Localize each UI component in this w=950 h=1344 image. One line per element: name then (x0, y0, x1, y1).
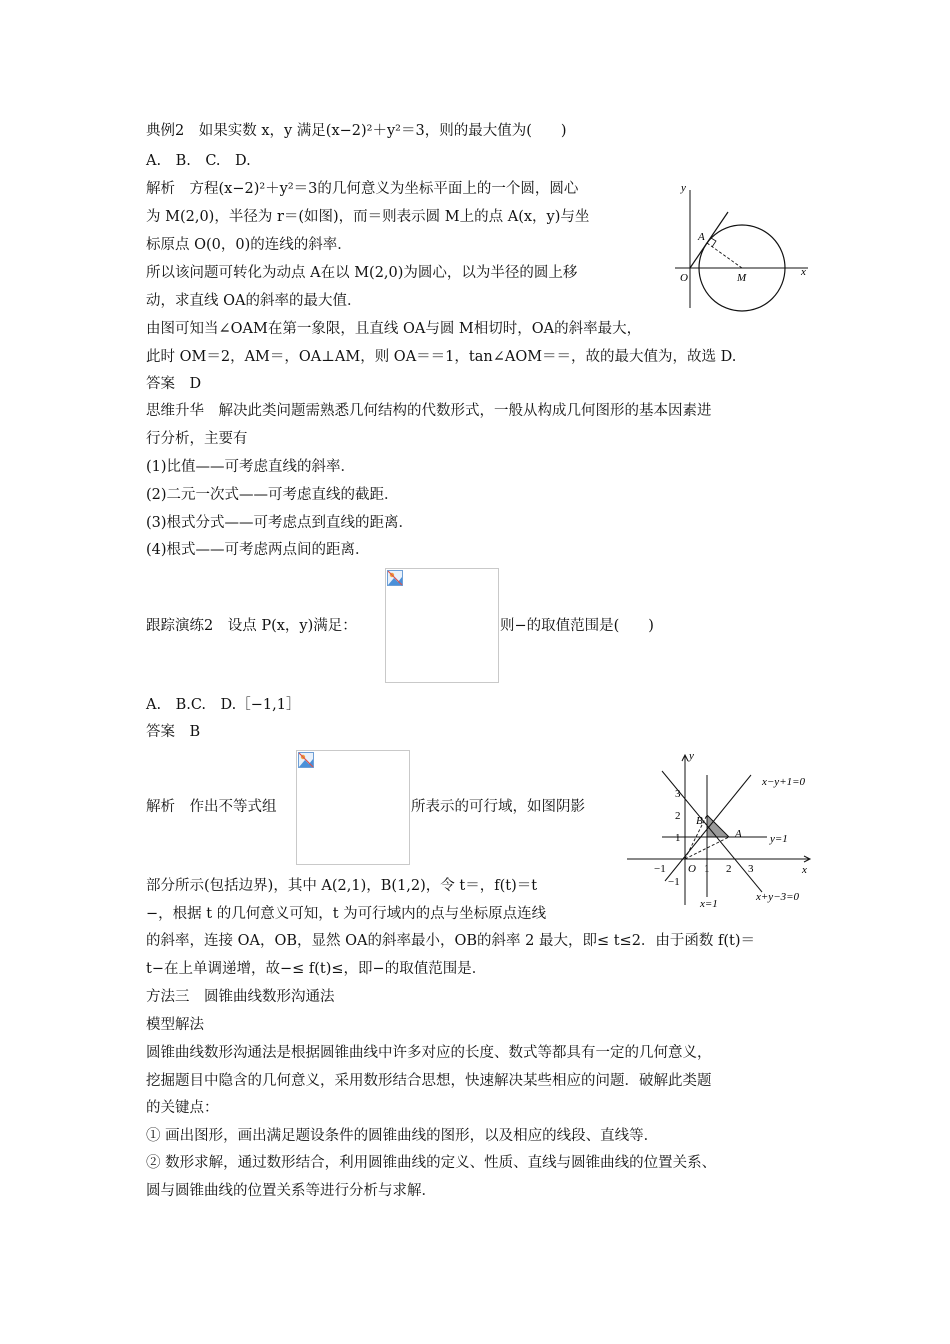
fig2-line1-label: x−y+1=0 (762, 776, 806, 788)
summary-line-1: 思维升华 解决此类问题需熟悉几何结构的代数形式，一般从构成几何图形的基本因素进 (146, 403, 712, 419)
summary-line-6: (4)根式——可考虑两点间的距离． (146, 542, 370, 558)
fig2-tick-x2: 2 (726, 863, 732, 875)
fig2-tick-x1: 1 (704, 863, 710, 875)
circle-tangent-figure (670, 180, 815, 315)
practice-options: A. B.C. D.［−1,1］ (146, 697, 301, 713)
fig1-point-m: M (737, 272, 747, 284)
example-answer: 答案 D (146, 376, 202, 392)
analysis-line-3: 标原点 O(0，0)的连线的斜率． (146, 237, 352, 253)
method-line-3: 的关键点： (146, 1100, 219, 1116)
practice-answer: 答案 B (146, 724, 201, 740)
fig2-y-label: y (689, 750, 694, 762)
fig2-line3-label: x+y−3=0 (756, 891, 800, 903)
analysis-line-6: 由图可知当∠OAM在第一象限，且直线 OA与圆 M相切时，OA的斜率最大， (146, 321, 642, 337)
fig2-tick-x3: 3 (748, 863, 754, 875)
broken-image-icon (387, 570, 403, 586)
method-line-1: 圆锥曲线数形沟通法是根据圆锥曲线中许多对应的长度、数式等都具有一定的几何意义， (146, 1045, 712, 1061)
fig2-point-b: B (696, 815, 703, 827)
fig2-line4-label: x=1 (700, 898, 718, 910)
summary-line-4: (2)二元一次式——可考虑直线的截距． (146, 487, 399, 503)
method-subtitle: 模型解法 (146, 1017, 204, 1033)
fig1-origin: O (680, 272, 688, 284)
feasible-region-figure (622, 745, 817, 913)
method-title: 方法三 圆锥曲线数形沟通法 (146, 989, 335, 1005)
fig1-x-label: x (801, 266, 806, 278)
fig2-line2-label: y=1 (770, 833, 788, 845)
practice-analysis-right: 所表示的可行域，如图阴影 (411, 799, 585, 815)
fig2-tick-y3: 3 (675, 788, 681, 800)
method-line-6: 圆与圆锥曲线的位置关系等进行分析与求解． (146, 1183, 436, 1199)
analysis-line-1: 解析 方程(x−2)²＋y²＝3的几何意义为坐标平面上的一个圆，圆心 (146, 181, 579, 197)
practice-analysis-left: 解析 作出不等式组 (146, 799, 277, 815)
fig1-point-a: A (698, 231, 705, 243)
summary-line-5: (3)根式分式——可考虑点到直线的距离． (146, 515, 414, 531)
practice-line-2: −，根据 t 的几何意义可知，t 为可行域内的点与坐标原点连线 (146, 906, 547, 922)
analysis-line-4: 所以该问题可转化为动点 A在以 M(2,0)为圆心，以为半径的圆上移 (146, 265, 578, 281)
fig2-point-a: A (735, 828, 742, 840)
broken-image-icon (298, 752, 314, 768)
broken-image-placeholder (385, 568, 499, 683)
fig2-tick-xn1: −1 (654, 863, 666, 875)
analysis-line-2: 为 M(2,0)，半径为 r＝(如图)，而＝则表示圆 M上的点 A(x，y)与坐 (146, 209, 590, 225)
method-line-4: ① 画出图形，画出满足题设条件的圆锥曲线的图形，以及相应的线段、直线等． (146, 1128, 659, 1144)
practice-line-3: 的斜率，连接 OA，OB，显然 OA的斜率最小，OB的斜率 2 最大，即≤ t≤2．由于函数 f(t)＝ (146, 933, 756, 949)
fig2-x-label: x (802, 864, 807, 876)
practice-line-1: 部分所示(包括边界)，其中 A(2,1)，B(1,2)，令 t＝，f(t)＝t (146, 878, 538, 894)
fig2-tick-yn1: −1 (668, 876, 680, 888)
fig2-tick-y1: 1 (675, 832, 681, 844)
fig1-y-label: y (681, 182, 686, 194)
example-options: A. B. C. D. (146, 153, 251, 169)
practice-stem-left: 跟踪演练2 设点 P(x，y)满足： (146, 618, 357, 634)
fig2-tick-y2: 2 (675, 810, 681, 822)
method-line-5: ② 数形求解，通过数形结合，利用圆锥曲线的定义、性质、直线与圆锥曲线的位置关系、 (146, 1155, 717, 1171)
practice-stem-right: 则−的取值范围是( ) (500, 618, 654, 634)
fig2-origin: O (688, 863, 696, 875)
summary-line-2: 行分析，主要有 (146, 431, 248, 447)
summary-line-3: (1)比值——可考虑直线的斜率． (146, 459, 356, 475)
method-line-2: 挖掘题目中隐含的几何意义，采用数形结合思想，快速解决某些相应的问题．破解此类题 (146, 1073, 712, 1089)
broken-image-placeholder-2 (296, 750, 410, 865)
example-title: 典例2 如果实数 x，y 满足(x−2)²＋y²＝3，则的最大值为( ) (146, 123, 567, 139)
analysis-line-7: 此时 OM＝2，AM＝，OA⊥AM，则 OA＝＝1，tan∠AOM＝＝，故的最大值为，故选 D. (146, 349, 737, 365)
analysis-line-5: 动，求直线 OA的斜率的最大值． (146, 293, 362, 309)
practice-line-4: t−在上单调递增，故−≤ f(t)≤，即−的取值范围是． (146, 961, 487, 977)
